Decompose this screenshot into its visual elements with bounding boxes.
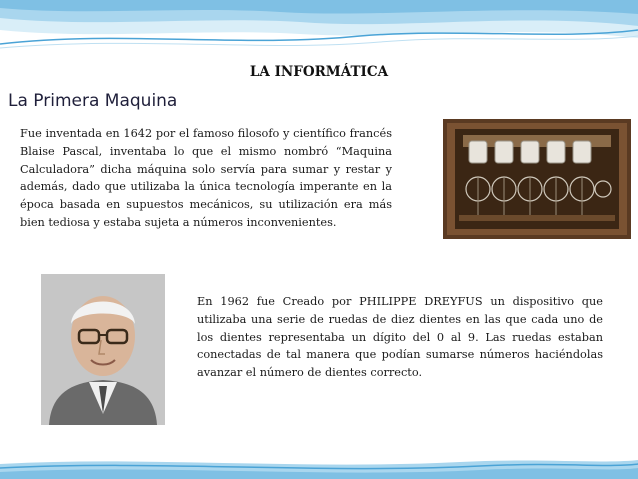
paragraph-pascal: Fue inventada en 1642 por el famoso filosofo y científico francés Blaise Pascal, inventaba lo que el mismo nombró “Maquina Calculadora” dicha máquina solo servía para sumar y restar y además, dado que utilizaba la única tecnología imperante en la época basada en supuestos mecánicos, su utilización era más bien tediosa y estaba sujeta a números inconvenientes. [20, 127, 392, 229]
portrait-image [41, 274, 165, 425]
page-title: LA INFORMÁTICA [249, 64, 389, 80]
section-heading: La Primera Maquina [8, 91, 178, 111]
top-banner [0, 0, 638, 52]
bottom-banner [0, 456, 638, 479]
pascaline-machine-image [443, 119, 631, 239]
paragraph-dreyfus: En 1962 fue Creado por PHILIPPE DREYFUS un dispositivo que utilizaba una serie de ruedas de diez dientes en las que cada uno de los dientes representaba un dígito del 0 al 9. Las ruedas estaban conectadas de tal manera que podían sumarse números haciéndolas avanzar el número de dientes correcto. [197, 295, 603, 380]
